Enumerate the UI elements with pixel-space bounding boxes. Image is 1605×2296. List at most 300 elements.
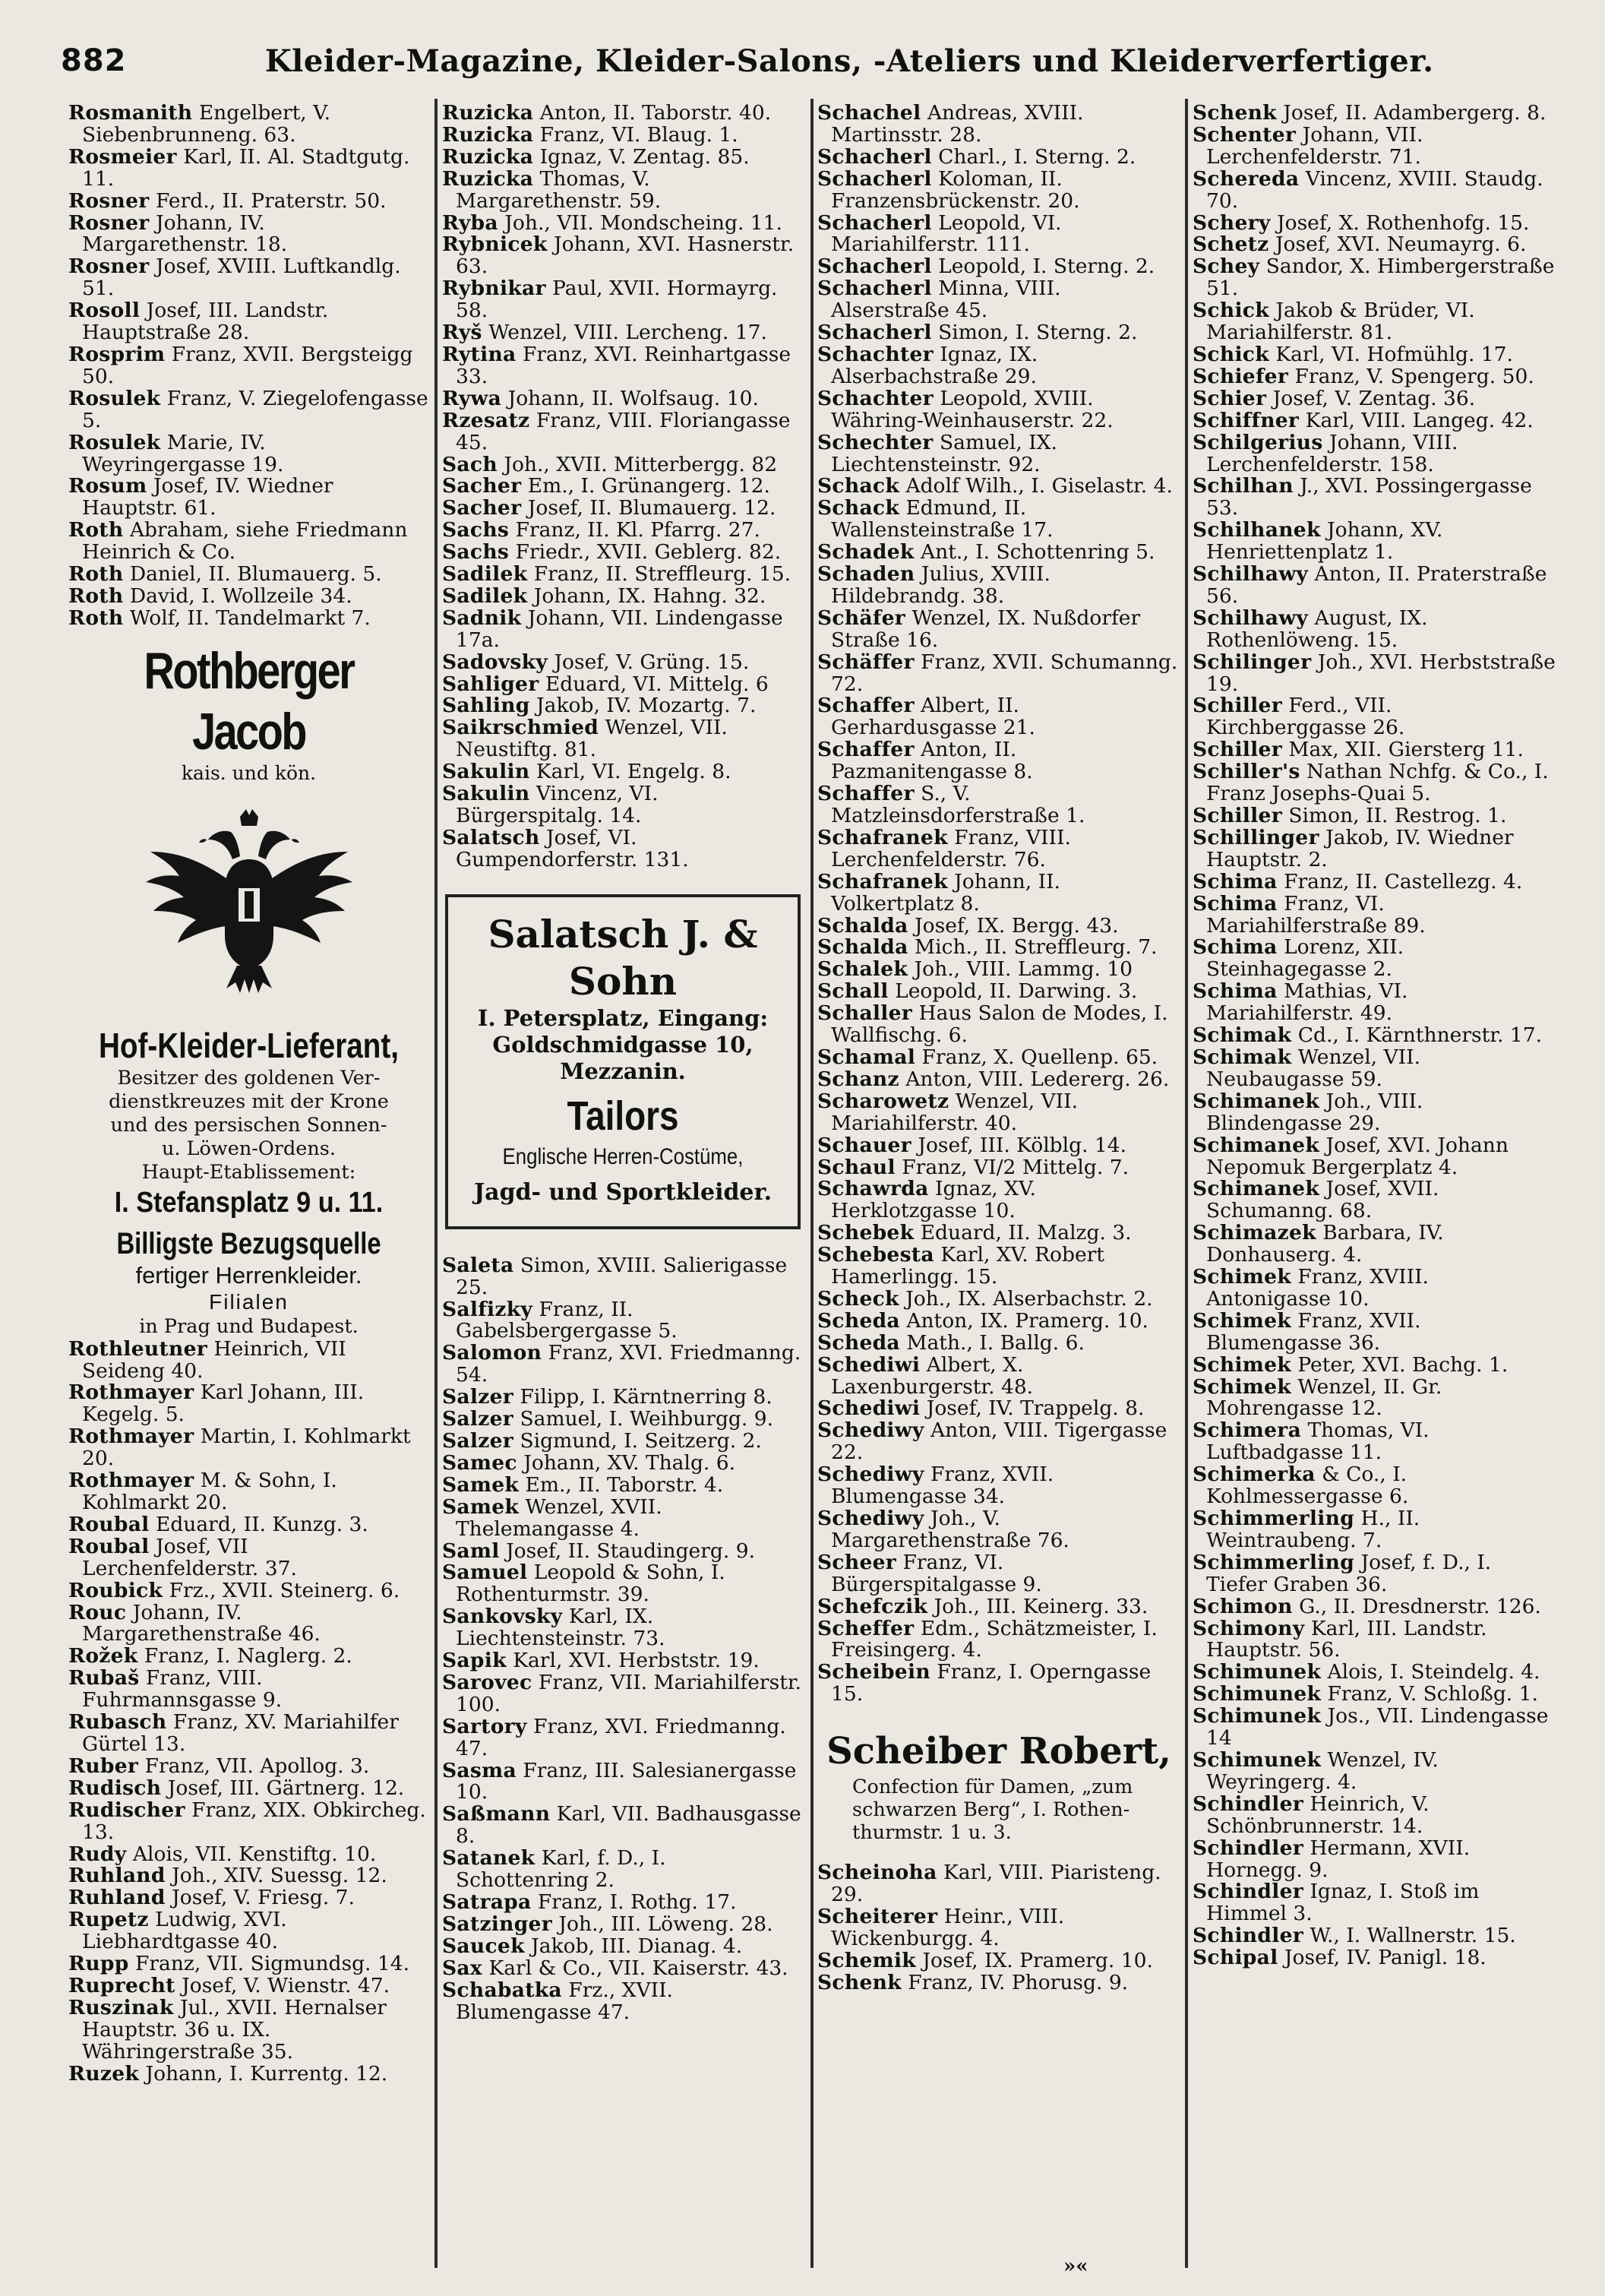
entry-details: Karl & Co., VII. Kaiserstr. 43. xyxy=(488,1956,788,1980)
directory-entry xyxy=(1193,1374,1556,1421)
entry-name: Scheinoha xyxy=(817,1861,937,1885)
entry-name: Schimunek xyxy=(1193,1682,1322,1706)
ad-desc-4: u. Löwen-Ordens. xyxy=(161,1137,336,1160)
footer-mark: »« xyxy=(1063,2255,1088,2278)
entry-name: Samuel xyxy=(442,1561,528,1585)
entry-name: Sarovec xyxy=(442,1670,532,1694)
entry-name: Salzer xyxy=(442,1385,514,1409)
entry-name: Sankovsky xyxy=(442,1605,563,1629)
entry-details: Em., I. Grünangerg. 12. xyxy=(527,474,770,498)
entry-details: Johann, XVI. Hasnerstr. 63. xyxy=(456,232,795,279)
entry-name: Schadek xyxy=(817,540,915,565)
entry-details: Edm., Schätzmeister, I. Freisingerg. 4. xyxy=(831,1616,1158,1662)
entry-name: Schindler xyxy=(1193,1836,1303,1860)
entry-name: Schanz xyxy=(817,1067,899,1091)
entry-name: Schachel xyxy=(817,103,921,125)
entry-details: Josef, XVI. Johann Nepomuk Bergerplatz 4. xyxy=(1206,1133,1509,1179)
entry-name: Schiller's xyxy=(1193,760,1300,784)
directory-entry xyxy=(442,1255,805,1299)
column-1 xyxy=(68,103,429,2269)
entry-name: Schall xyxy=(817,979,889,1004)
directory-entry xyxy=(68,1975,429,1997)
entry-name: Schimunek xyxy=(1193,1747,1322,1772)
directory-entry xyxy=(1193,300,1556,344)
directory-entry xyxy=(1193,871,1556,893)
entry-details: Karl, III. Landstr. Hauptstr. 56. xyxy=(1206,1616,1487,1662)
entry-details: Albert, X. Laxenburgerstr. 48. xyxy=(831,1352,1034,1399)
entry-details: Joh., XVI. Herbststraße 19. xyxy=(1206,650,1556,696)
entry-details: Josef, V. Grüng. 15. xyxy=(554,650,750,674)
entry-name: Scheda xyxy=(817,1308,900,1333)
directory-entry xyxy=(442,210,805,235)
entry-list xyxy=(442,1255,805,2024)
directory-entry xyxy=(442,674,805,696)
entry-name: Schindler xyxy=(1193,1880,1303,1904)
directory-entry xyxy=(817,1662,1180,1706)
directory-entry xyxy=(442,476,805,498)
directory-entry xyxy=(442,1914,805,1936)
directory-entry xyxy=(817,344,1180,388)
entry-name: Saßmann xyxy=(442,1802,551,1826)
entry-details: Karl, IX. Liechtensteinstr. 73. xyxy=(456,1605,665,1651)
entry-name: Schilhawy xyxy=(1193,606,1309,630)
directory-entry xyxy=(442,1760,805,1804)
entry-name: Roubick xyxy=(68,1578,163,1602)
entry-details: Franz, VI. Mariahilferstraße 89. xyxy=(1206,891,1426,938)
entry-name: Rothmayer xyxy=(68,1425,194,1449)
entry-name: Schäfer xyxy=(817,606,906,630)
directory-entry xyxy=(68,1602,429,1646)
entry-details: Franz, VI. Blaug. 1. xyxy=(539,122,738,147)
entry-details: Johann, XV. Thalg. 6. xyxy=(523,1450,736,1475)
directory-entry xyxy=(68,1909,429,1953)
entry-details: Franz, I. Naglerg. 2. xyxy=(144,1644,352,1668)
entry-details: Simon, XVIII. Salierigasse 25. xyxy=(456,1253,788,1299)
directory-entry xyxy=(442,103,805,125)
directory-entry xyxy=(68,432,429,476)
entry-details: Wenzel, II. Gr. Mohrengasse 12. xyxy=(1206,1374,1442,1421)
entry-name: Schillinger xyxy=(1193,825,1319,849)
entry-details: Franz, II. Kl. Pfarrg. 27. xyxy=(515,518,760,542)
entry-name: Rosum xyxy=(68,474,147,498)
directory-entry xyxy=(817,981,1180,1003)
entry-details: Franz, VI/2 Mittelg. 7. xyxy=(902,1155,1130,1179)
entry-details: Josef, XVIII. Luftkandlg. 51. xyxy=(82,255,401,301)
entry-details: Karl, II. Al. Stadtgutg. 11. xyxy=(82,144,410,191)
entry-details: Josef, III. Kölblg. 14. xyxy=(918,1133,1127,1157)
directory-entry xyxy=(68,103,429,147)
directory-entry xyxy=(442,1472,805,1497)
entry-name: Sadovsky xyxy=(442,650,548,674)
entry-name: Schey xyxy=(1193,255,1260,279)
directory-entry xyxy=(817,1596,1180,1618)
entry-name: Roth xyxy=(68,518,124,542)
directory-entry xyxy=(817,739,1180,783)
directory-entry xyxy=(817,959,1180,981)
entry-name: Satrapa xyxy=(442,1890,532,1914)
entry-details: Franz, VIII. Floriangasse 45. xyxy=(456,408,791,454)
directory-entry xyxy=(442,1606,805,1650)
entry-details: Karl Johann, III. Kegelg. 5. xyxy=(82,1380,365,1427)
entry-name: Schawrda xyxy=(817,1177,929,1201)
entry-details: Haus Salon de Modes, I. Wallfischg. 6. xyxy=(831,1001,1168,1048)
entry-name: Schaffer xyxy=(817,694,915,718)
double-eagle-icon xyxy=(143,806,355,996)
entry-details: Friedr., XVII. Geblerg. 82. xyxy=(515,540,782,565)
directory-entry xyxy=(1193,564,1556,608)
directory-entry xyxy=(68,1646,429,1668)
entry-name: Rosoll xyxy=(68,299,141,323)
entry-details: Karl, VI. Hofmühlg. 17. xyxy=(1275,342,1513,366)
entry-name: Schindler xyxy=(1193,1924,1303,1948)
entry-details: M. & Sohn, I. Kohlmarkt 20. xyxy=(82,1469,337,1514)
entry-name: Ruzicka xyxy=(442,166,534,191)
entry-details: Josef, III. Landstr. Hauptstraße 28. xyxy=(82,299,329,345)
entry-name: Rudisch xyxy=(68,1776,162,1800)
directory-entry xyxy=(442,1541,805,1563)
page-title: Kleider-Magazine, Kleider-Salons, -Ateliers und Kleiderverfertiger. xyxy=(264,43,1434,79)
entry-name: Schediwi xyxy=(817,1352,921,1377)
entry-details: Wenzel, VII. Neustiftg. 81. xyxy=(456,716,728,762)
entry-details: Franz, VII. Apollog. 3. xyxy=(144,1754,370,1778)
directory-entry xyxy=(1193,256,1556,300)
entry-details: Franz, VII. Mariahilferstr. 100. xyxy=(456,1670,802,1716)
ad-desc-2: dienstkreuzes mit der Krone xyxy=(109,1089,389,1113)
directory-entry xyxy=(442,144,805,169)
directory-entry xyxy=(817,1003,1180,1047)
entry-name: Sakulin xyxy=(442,782,530,806)
entry-name: Schenk xyxy=(1193,103,1277,125)
entry-details: Hermann, XVII. Hornegg. 9. xyxy=(1206,1836,1471,1882)
directory-entry xyxy=(817,1972,1180,1994)
entry-name: Schier xyxy=(1193,386,1267,410)
entry-details: Josef, V. Wienstr. 47. xyxy=(182,1973,390,1997)
directory-entry xyxy=(1193,608,1556,652)
entry-name: Saleta xyxy=(442,1253,514,1277)
directory-entry xyxy=(68,608,429,630)
entry-name: Schiefer xyxy=(1193,364,1289,388)
entry-name: Schacherl xyxy=(817,210,932,235)
directory-entry xyxy=(68,1778,429,1800)
entry-details: Josef, VI. Gumpendorferstr. 131. xyxy=(456,825,689,871)
entry-name: Ruzicka xyxy=(442,122,534,147)
entry-name: Rouc xyxy=(68,1600,127,1624)
directory-entry xyxy=(817,1308,1180,1333)
directory-entry xyxy=(1193,388,1556,410)
entry-details: Wenzel, VII. Neubaugasse 59. xyxy=(1206,1045,1421,1091)
entry-details: David, I. Wollzeile 34. xyxy=(129,583,352,608)
directory-entry xyxy=(1193,652,1556,696)
directory-entry xyxy=(68,388,429,432)
directory-entry xyxy=(817,608,1180,652)
entry-details: Jos., VII. Lindengasse 14 xyxy=(1206,1704,1549,1750)
entry-details: Franz, III. Salesianergasse 10. xyxy=(456,1758,797,1804)
entry-name: Salomon xyxy=(442,1341,542,1365)
directory-entry xyxy=(442,388,805,410)
directory-entry xyxy=(442,1562,805,1606)
directory-entry xyxy=(1193,805,1556,827)
entry-name: Samec xyxy=(442,1450,517,1475)
entry-details: Franz, II. Streffleurg. 15. xyxy=(533,562,791,587)
entry-name: Schalek xyxy=(817,957,908,982)
entry-name: Sach xyxy=(442,452,498,476)
entry-details: Josef, IX. Pramerg. 10. xyxy=(922,1948,1153,1972)
directory-entry xyxy=(817,1464,1180,1508)
entry-details: Wenzel, IX. Nußdorfer Straße 16. xyxy=(831,606,1141,652)
entry-details: Johann, IV. Margarethenstr. 18. xyxy=(82,210,288,257)
directory-entry xyxy=(442,608,805,652)
entry-details: Ferd., II. Praterstr. 50. xyxy=(155,188,387,213)
directory-entry xyxy=(817,388,1180,432)
entry-name: Schauer xyxy=(817,1133,912,1157)
directory-entry xyxy=(442,1387,805,1409)
entry-details: Leopold, XVIII. Währing-Weinhauserstr. 22. xyxy=(831,386,1114,432)
directory-entry xyxy=(68,520,429,564)
entry-name: Schaffer xyxy=(817,782,915,806)
entry-name: Schetz xyxy=(1193,232,1269,257)
directory-entry xyxy=(442,1342,805,1387)
entry-name: Satzinger xyxy=(442,1912,552,1936)
entry-name: Schimerka xyxy=(1193,1463,1316,1487)
entry-details: Johann, IV. Margarethenstraße 46. xyxy=(82,1600,321,1646)
entry-details: Ignaz, I. Stoß im Himmel 3. xyxy=(1206,1880,1480,1926)
entry-details: H., II. Weintraubeng. 7. xyxy=(1206,1507,1420,1552)
entry-details: Vincenz, VI. Bürgerspitalg. 14. xyxy=(456,782,659,827)
entry-name: Schiller xyxy=(1193,804,1282,827)
entry-details: Anton, VIII. Ledererg. 26. xyxy=(905,1067,1170,1091)
entry-name: Schäffer xyxy=(817,650,915,674)
directory-entry xyxy=(1193,893,1556,938)
entry-name: Schemik xyxy=(817,1948,916,1972)
entry-name: Schalda xyxy=(817,913,908,938)
entry-name: Schefczik xyxy=(817,1594,928,1618)
directory-entry xyxy=(1193,1838,1556,1882)
entry-name: Rosner xyxy=(68,255,150,279)
directory-entry xyxy=(817,1398,1180,1420)
entry-details: Minna, VIII. Alserstraße 45. xyxy=(831,277,1061,323)
directory-entry xyxy=(1193,122,1556,169)
entry-details: Barbara, IV. Donhauserg. 4. xyxy=(1206,1221,1444,1267)
entry-name: Saucek xyxy=(442,1934,525,1958)
entry-details: Math., I. Ballg. 6. xyxy=(906,1330,1085,1355)
ad-desc-2: schwarzen Berg“, I. Rothen- xyxy=(852,1798,1130,1822)
entry-name: Schiller xyxy=(1193,694,1282,718)
entry-details: Alois, VII. Kenstiftg. 10. xyxy=(132,1842,377,1866)
entry-details: Franz, XVI. Friedmanng. 47. xyxy=(456,1714,786,1760)
directory-entry xyxy=(68,1668,429,1712)
entry-name: Scharowetz xyxy=(817,1089,949,1113)
entry-details: W., I. Wallnerstr. 15. xyxy=(1310,1924,1516,1948)
entry-name: Schimunek xyxy=(1193,1660,1322,1684)
directory-entry xyxy=(442,278,805,322)
directory-entry xyxy=(68,1844,429,1866)
entry-name: Scheffer xyxy=(817,1616,915,1640)
ad-desc-1: Besitzer des goldenen Ver- xyxy=(117,1066,381,1089)
entry-details: Frz., XVII. Blumengasse 47. xyxy=(456,1978,673,2024)
entry-details: Ludwig, XVI. Liebhardtgasse 40. xyxy=(82,1908,287,1954)
directory-entry xyxy=(1193,1464,1556,1508)
ad-firm-name: Scheiber Robert, xyxy=(826,1730,1171,1773)
directory-entry xyxy=(1193,366,1556,388)
directory-entry xyxy=(68,1800,429,1844)
entry-details: Franz, II. Gabelsbergergasse 5. xyxy=(456,1297,678,1343)
entry-name: Schediwy xyxy=(817,1418,924,1443)
entry-details: Heinrich, V. Schönbrunnerstr. 14. xyxy=(1206,1792,1430,1838)
entry-details: Karl, XV. Robert Hamerlingg. 15. xyxy=(831,1243,1104,1289)
entry-details: Josef, V. Zentag. 36. xyxy=(1272,386,1476,410)
directory-entry xyxy=(817,1862,1180,1906)
entry-name: Schack xyxy=(817,496,900,520)
directory-entry xyxy=(817,1420,1180,1464)
entry-details: Josef, IV. Panigl. 18. xyxy=(1284,1946,1487,1970)
directory-entry xyxy=(68,144,429,191)
directory-entry xyxy=(68,1712,429,1756)
directory-entry xyxy=(1193,1025,1556,1047)
entry-list xyxy=(817,1862,1180,1994)
directory-entry xyxy=(817,1157,1180,1179)
entry-details: Martin, I. Kohlmarkt 20. xyxy=(82,1425,411,1471)
entry-details: Heinrich, VII Seideng 40. xyxy=(82,1336,346,1383)
directory-entry xyxy=(442,454,805,476)
entry-details: Franz, VII. Sigmundsg. 14. xyxy=(135,1952,410,1976)
directory-entry xyxy=(442,1494,805,1541)
entry-details: Franz, V. Spengerg. 50. xyxy=(1294,364,1534,388)
entry-name: Schacherl xyxy=(817,166,932,191)
directory-entry xyxy=(442,1428,805,1453)
directory-entry xyxy=(1193,1881,1556,1925)
entry-name: Schereda xyxy=(1193,166,1300,191)
entry-name: Rywa xyxy=(442,386,502,410)
directory-entry xyxy=(1193,103,1556,125)
directory-entry xyxy=(1193,1618,1556,1662)
entry-details: Daniel, II. Blumauerg. 5. xyxy=(129,562,382,587)
entry-details: Anton, IX. Pramerg. 10. xyxy=(906,1308,1148,1333)
directory-entry xyxy=(817,871,1180,916)
entry-name: Schilhanek xyxy=(1193,518,1321,542)
entry-details: Jakob, IV. Wiedner Hauptstr. 2. xyxy=(1206,825,1514,871)
directory-entry xyxy=(817,1508,1180,1552)
directory-entry xyxy=(442,498,805,520)
entry-details: Sandor, X. Himbergerstraße 51. xyxy=(1206,255,1555,301)
entry-list xyxy=(68,1336,429,2086)
rothberger-advertisement xyxy=(68,640,429,1339)
entry-details: Josef, X. Rothenhofg. 15. xyxy=(1277,210,1530,235)
entry-name: Rudischer xyxy=(68,1798,185,1822)
entry-details: Thomas, V. Margarethenstr. 59. xyxy=(456,166,662,213)
entry-name: Schaffer xyxy=(817,738,915,762)
directory-entry xyxy=(817,913,1180,938)
entry-details: Paul, XVII. Hormayrg. 58. xyxy=(456,277,778,323)
ad-firm-name: Rothberger Jacob xyxy=(144,641,354,761)
directory-entry xyxy=(1193,1047,1556,1091)
entry-name: Ryš xyxy=(442,321,482,345)
entry-details: Ignaz, XV. Herklotzgasse 10. xyxy=(831,1177,1036,1223)
entry-name: Schilhan xyxy=(1193,474,1294,498)
directory-entry xyxy=(68,583,429,608)
directory-entry xyxy=(1193,695,1556,739)
entry-list xyxy=(68,103,429,630)
directory-entry xyxy=(68,1865,429,1887)
entry-name: Schacherl xyxy=(817,144,932,169)
entry-name: Rosmeier xyxy=(68,144,177,169)
directory-entry xyxy=(68,1536,429,1580)
entry-name: Schacherl xyxy=(817,255,932,279)
entry-name: Schediwy xyxy=(817,1463,924,1487)
entry-details: Franz, I. Rothg. 17. xyxy=(537,1890,737,1914)
entry-details: Franz, XVIII. Antonigasse 10. xyxy=(1206,1265,1429,1311)
entry-name: Rosulek xyxy=(68,430,161,454)
entry-details: Mich., II. Streffleurg. 7. xyxy=(915,935,1158,960)
directory-entry xyxy=(68,1426,429,1470)
entry-details: Johann, II. Volkertplatz 8. xyxy=(831,869,1060,916)
entry-name: Salfizky xyxy=(442,1297,533,1321)
entry-details: Ignaz, IX. Alserbachstraße 29. xyxy=(831,342,1038,388)
entry-name: Schimek xyxy=(1193,1352,1291,1377)
entry-name: Rothmayer xyxy=(68,1469,194,1493)
entry-name: Rožek xyxy=(68,1644,138,1668)
directory-entry xyxy=(442,761,805,783)
entry-details: Wenzel, XVII. Thelemangasse 4. xyxy=(456,1494,662,1541)
entry-details: Simon, II. Restrog. 1. xyxy=(1288,804,1507,827)
column-divider xyxy=(810,99,814,2268)
entry-details: Johann, VIII. Lerchenfelderstr. 158. xyxy=(1206,430,1458,476)
ad-billigste: Billigste Bezugsquelle xyxy=(116,1226,381,1260)
directory-entry xyxy=(442,122,805,147)
entry-details: Josef, IV. Trappelg. 8. xyxy=(926,1396,1145,1421)
directory-entry xyxy=(442,1892,805,1914)
directory-entry xyxy=(817,827,1180,871)
entry-details: Josef, IV. Wiedner Hauptstr. 61. xyxy=(82,474,333,520)
entry-name: Ruber xyxy=(68,1754,139,1778)
directory-entry xyxy=(817,1352,1180,1399)
ad-fertiger: fertiger Herrenkleider. xyxy=(135,1261,362,1289)
ad-desc-3: thurmstr. 1 u. 3. xyxy=(852,1821,1012,1845)
directory-entry xyxy=(442,583,805,608)
entry-details: Sigmund, I. Seitzerg. 2. xyxy=(520,1428,762,1453)
directory-entry xyxy=(1193,1596,1556,1618)
directory-entry xyxy=(442,1804,805,1848)
entry-name: Schipal xyxy=(1193,1946,1278,1970)
entry-name: Schima xyxy=(1193,869,1278,893)
entry-details: Ant., I. Schottenring 5. xyxy=(921,540,1155,565)
entry-details: Jakob, III. Dianag. 4. xyxy=(531,1934,743,1958)
entry-name: Schimek xyxy=(1193,1265,1291,1289)
salatsch-advertisement xyxy=(445,894,801,1229)
column-4 xyxy=(1193,103,1556,2269)
entry-name: Schimera xyxy=(1193,1418,1302,1443)
entry-details: Joh., VIII. Blindengasse 29. xyxy=(1206,1089,1423,1135)
entry-name: Rybnicek xyxy=(442,232,548,257)
entry-name: Sasma xyxy=(442,1758,517,1782)
directory-entry xyxy=(68,476,429,520)
entry-name: Schimanek xyxy=(1193,1089,1320,1113)
directory-entry xyxy=(1193,1091,1556,1135)
entry-details: Joh., XIV. Suessg. 12. xyxy=(172,1864,387,1888)
entry-details: Karl, VIII. Piaristeng. 29. xyxy=(831,1861,1161,1907)
entry-name: Sartory xyxy=(442,1714,527,1738)
ad-cities: in Prag und Budapest. xyxy=(139,1314,359,1338)
ad-tailors: Tailors xyxy=(567,1093,679,1139)
entry-details: Jakob, IV. Mozartg. 7. xyxy=(536,694,757,718)
entry-details: Josef, IX. Bergg. 43. xyxy=(915,913,1119,938)
entry-name: Schafranek xyxy=(817,869,948,893)
directory-entry xyxy=(1193,234,1556,256)
entry-name: Salzer xyxy=(442,1428,514,1453)
directory-entry xyxy=(442,322,805,344)
entry-name: Sakulin xyxy=(442,760,530,784)
entry-name: Schacherl xyxy=(817,277,932,301)
entry-name: Schimek xyxy=(1193,1308,1291,1333)
